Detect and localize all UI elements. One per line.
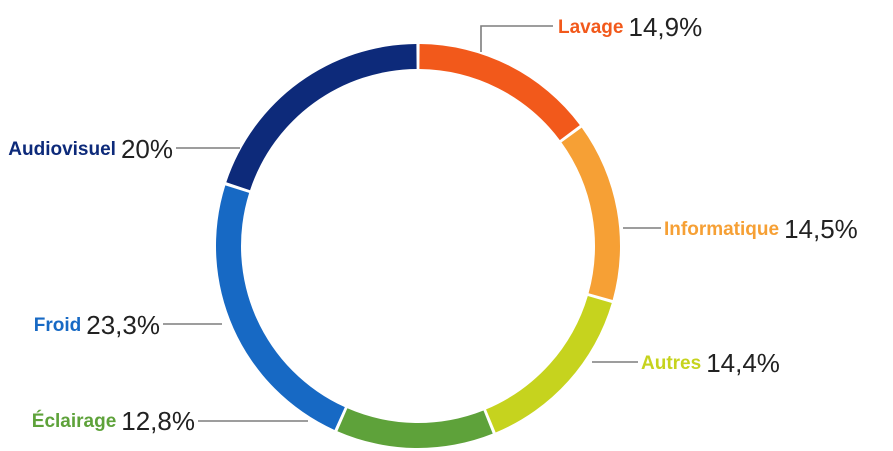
slice-lavage [419, 44, 579, 140]
label-value-autres: 14,4% [706, 348, 780, 378]
label-value-lavage: 14,9% [628, 12, 703, 42]
label-informatique [664, 214, 858, 244]
slice-audiovisuel [226, 44, 416, 190]
label-value-eclairage: 12,8% [121, 406, 195, 436]
label-eclairage [32, 406, 195, 436]
leader-line-lavage [481, 26, 553, 52]
slice-eclairage [337, 408, 492, 448]
label-lavage [558, 12, 702, 42]
label-value-audiovisuel: 20% [120, 134, 173, 164]
label-audiovisuel [8, 134, 173, 164]
label-category-lavage: Lavage [558, 16, 624, 38]
slice-autres [486, 296, 612, 433]
label-category-audiovisuel: Audiovisuel [8, 138, 116, 160]
label-value-froid: 23,3% [86, 310, 160, 340]
donut-slices [216, 44, 620, 448]
label-category-informatique: Informatique [664, 218, 780, 240]
label-category-eclairage: Éclairage [31, 410, 117, 432]
label-froid [34, 310, 160, 340]
label-autres [641, 348, 780, 378]
label-value-informatique: 14,5% [784, 214, 858, 244]
label-category-froid: Froid [33, 314, 82, 336]
slice-labels [8, 12, 858, 436]
label-category-autres: Autres [641, 352, 702, 374]
slice-froid [216, 185, 345, 430]
slice-informatique [561, 128, 620, 300]
